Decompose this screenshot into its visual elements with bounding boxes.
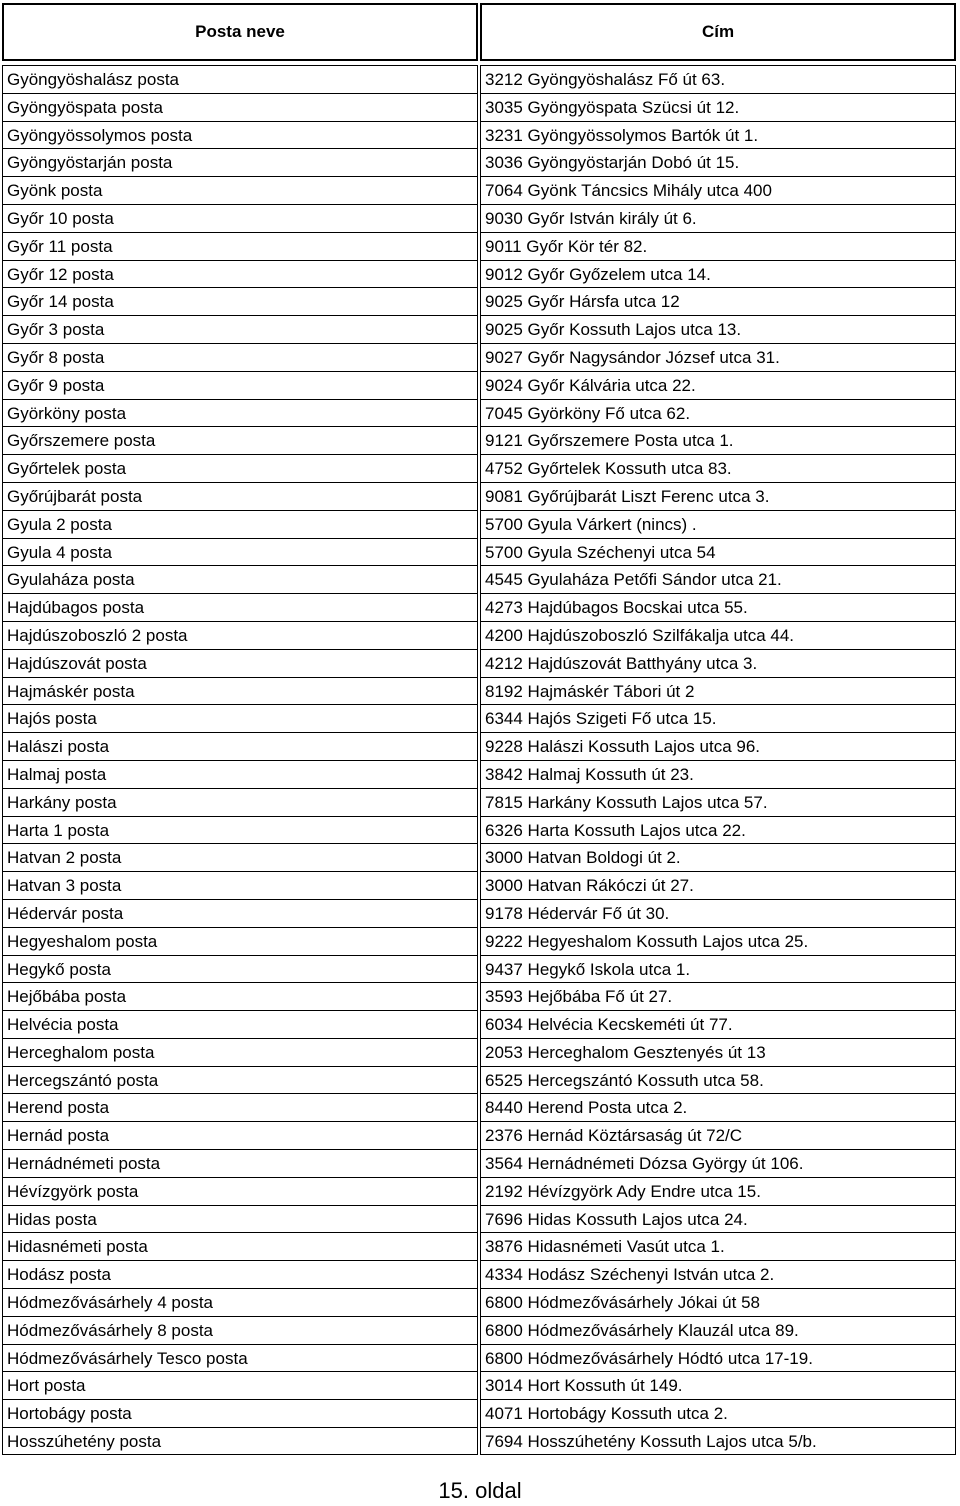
table-row: [2, 732, 956, 760]
post-name-cell: Hédervár posta: [2, 899, 478, 927]
post-name-cell: Hódmezővásárhely 4 posta: [2, 1288, 478, 1316]
table-row: [2, 593, 956, 621]
address-cell: 3876 Hidasnémeti Vasút utca 1.: [480, 1232, 956, 1260]
post-name-cell: Győr 8 posta: [2, 343, 478, 371]
post-name-cell: Győr 3 posta: [2, 315, 478, 343]
post-name-cell: Gyöngyöstarján posta: [2, 148, 478, 176]
address-cell: 6344 Hajós Szigeti Fő utca 15.: [480, 704, 956, 732]
table-row: [2, 1288, 956, 1316]
table-row: [2, 982, 956, 1010]
table-row: [2, 121, 956, 149]
table-row: [2, 1149, 956, 1177]
table-row: [2, 1205, 956, 1233]
address-cell: 8440 Herend Posta utca 2.: [480, 1093, 956, 1121]
post-name-cell: Gyöngyöshalász posta: [2, 65, 478, 93]
post-name-cell: Hatvan 2 posta: [2, 843, 478, 871]
address-cell: 5700 Gyula Széchenyi utca 54: [480, 538, 956, 566]
post-name-cell: Győr 11 posta: [2, 232, 478, 260]
address-cell: 5700 Gyula Várkert (nincs) .: [480, 510, 956, 538]
table-row: [2, 1177, 956, 1205]
post-name-cell: Hajmáskér posta: [2, 677, 478, 705]
post-name-cell: Hévízgyörk posta: [2, 1177, 478, 1205]
address-cell: 7815 Harkány Kossuth Lajos utca 57.: [480, 788, 956, 816]
post-name-cell: Hejőbába posta: [2, 982, 478, 1010]
post-office-table: [2, 3, 956, 1455]
post-name-cell: Gyönk posta: [2, 176, 478, 204]
table-row: [2, 1066, 956, 1094]
address-cell: 4545 Gyulaháza Petőfi Sándor utca 21.: [480, 565, 956, 593]
table-row: [2, 232, 956, 260]
table-row: [2, 260, 956, 288]
table-row: [2, 1232, 956, 1260]
address-cell: 4200 Hajdúszoboszló Szilfákalja utca 44.: [480, 621, 956, 649]
post-name-cell: Hidasnémeti posta: [2, 1232, 478, 1260]
address-cell: 6525 Hercegszántó Kossuth utca 58.: [480, 1066, 956, 1094]
post-name-cell: Györköny posta: [2, 399, 478, 427]
table-body: [2, 65, 956, 1455]
post-name-cell: Hajós posta: [2, 704, 478, 732]
table-row: [2, 482, 956, 510]
address-cell: 3593 Hejőbába Fő út 27.: [480, 982, 956, 1010]
table-row: [2, 287, 956, 315]
post-name-cell: Hercegszántó posta: [2, 1066, 478, 1094]
table-row: [2, 399, 956, 427]
post-name-cell: Hodász posta: [2, 1260, 478, 1288]
post-name-cell: Győr 14 posta: [2, 287, 478, 315]
table-row: [2, 1371, 956, 1399]
address-cell: 4752 Győrtelek Kossuth utca 83.: [480, 454, 956, 482]
table-row: [2, 760, 956, 788]
post-name-cell: Győrújbarát posta: [2, 482, 478, 510]
table-row: [2, 816, 956, 844]
address-cell: 4212 Hajdúszovát Batthyány utca 3.: [480, 649, 956, 677]
address-cell: 3212 Gyöngyöshalász Fő út 63.: [480, 65, 956, 93]
post-name-cell: Hajdúszovát posta: [2, 649, 478, 677]
header-address: Cím: [480, 3, 956, 61]
address-cell: 8192 Hajmáskér Tábori út 2: [480, 677, 956, 705]
table-row: [2, 315, 956, 343]
table-row: [2, 871, 956, 899]
address-cell: 7694 Hosszúhetény Kossuth Lajos utca 5/b.: [480, 1427, 956, 1455]
post-name-cell: Helvécia posta: [2, 1010, 478, 1038]
table-header: [2, 3, 956, 61]
address-cell: 9027 Győr Nagysándor József utca 31.: [480, 343, 956, 371]
table-row: [2, 677, 956, 705]
table-row: [2, 1399, 956, 1427]
table-row: [2, 1038, 956, 1066]
table-row: [2, 148, 956, 176]
post-name-cell: Gyöngyöspata posta: [2, 93, 478, 121]
address-cell: 3000 Hatvan Boldogi út 2.: [480, 843, 956, 871]
address-cell: 3231 Gyöngyössolymos Bartók út 1.: [480, 121, 956, 149]
post-name-cell: Gyöngyössolymos posta: [2, 121, 478, 149]
table-row: [2, 565, 956, 593]
header-post-name: Posta neve: [2, 3, 478, 61]
table-row: [2, 955, 956, 983]
post-name-cell: Győrtelek posta: [2, 454, 478, 482]
table-row: [2, 704, 956, 732]
post-name-cell: Hajdúbagos posta: [2, 593, 478, 621]
table-row: [2, 426, 956, 454]
address-cell: 9222 Hegyeshalom Kossuth Lajos utca 25.: [480, 927, 956, 955]
post-name-cell: Harta 1 posta: [2, 816, 478, 844]
table-row: [2, 204, 956, 232]
table-row: [2, 788, 956, 816]
table-row: [2, 649, 956, 677]
table-row: [2, 93, 956, 121]
post-name-cell: Hosszúhetény posta: [2, 1427, 478, 1455]
post-name-cell: Győr 9 posta: [2, 371, 478, 399]
address-cell: 9024 Győr Kálvária utca 22.: [480, 371, 956, 399]
post-name-cell: Harkány posta: [2, 788, 478, 816]
address-cell: 3000 Hatvan Rákóczi út 27.: [480, 871, 956, 899]
table-row: [2, 1260, 956, 1288]
address-cell: 6034 Helvécia Kecskeméti út 77.: [480, 1010, 956, 1038]
post-name-cell: Hódmezővásárhely Tesco posta: [2, 1344, 478, 1372]
post-name-cell: Hort posta: [2, 1371, 478, 1399]
table-row: [2, 176, 956, 204]
address-cell: 9025 Győr Kossuth Lajos utca 13.: [480, 315, 956, 343]
address-cell: 3564 Hernádnémeti Dózsa György út 106.: [480, 1149, 956, 1177]
address-cell: 6800 Hódmezővásárhely Jókai út 58: [480, 1288, 956, 1316]
post-name-cell: Gyulaháza posta: [2, 565, 478, 593]
post-name-cell: Halmaj posta: [2, 760, 478, 788]
table-row: [2, 454, 956, 482]
post-name-cell: Hegykő posta: [2, 955, 478, 983]
address-cell: 2053 Herceghalom Gesztenyés út 13: [480, 1038, 956, 1066]
address-cell: 3842 Halmaj Kossuth út 23.: [480, 760, 956, 788]
post-name-cell: Herend posta: [2, 1093, 478, 1121]
table-row: [2, 1344, 956, 1372]
address-cell: 3036 Gyöngyöstarján Dobó út 15.: [480, 148, 956, 176]
post-name-cell: Győr 10 posta: [2, 204, 478, 232]
table-row: [2, 343, 956, 371]
address-cell: 6800 Hódmezővásárhely Klauzál utca 89.: [480, 1316, 956, 1344]
table-row: [2, 1316, 956, 1344]
post-name-cell: Hatvan 3 posta: [2, 871, 478, 899]
address-cell: 4273 Hajdúbagos Bocskai utca 55.: [480, 593, 956, 621]
address-cell: 2192 Hévízgyörk Ady Endre utca 15.: [480, 1177, 956, 1205]
post-name-cell: Herceghalom posta: [2, 1038, 478, 1066]
post-name-cell: Hidas posta: [2, 1205, 478, 1233]
post-name-cell: Győrszemere posta: [2, 426, 478, 454]
table-row: [2, 1010, 956, 1038]
table-row: [2, 843, 956, 871]
table-row: [2, 371, 956, 399]
address-cell: 7045 Györköny Fő utca 62.: [480, 399, 956, 427]
address-cell: 9030 Győr István király út 6.: [480, 204, 956, 232]
table-row: [2, 510, 956, 538]
post-name-cell: Győr 12 posta: [2, 260, 478, 288]
post-name-cell: Halászi posta: [2, 732, 478, 760]
address-cell: 6326 Harta Kossuth Lajos utca 22.: [480, 816, 956, 844]
address-cell: 9437 Hegykő Iskola utca 1.: [480, 955, 956, 983]
address-cell: 9012 Győr Győzelem utca 14.: [480, 260, 956, 288]
page-number: 15. oldal: [438, 1478, 522, 1503]
address-cell: 9121 Győrszemere Posta utca 1.: [480, 426, 956, 454]
table-row: [2, 1121, 956, 1149]
address-cell: 3035 Gyöngyöspata Szücsi út 12.: [480, 93, 956, 121]
address-cell: 4334 Hodász Széchenyi István utca 2.: [480, 1260, 956, 1288]
table-row: [2, 65, 956, 93]
post-name-cell: Hódmezővásárhely 8 posta: [2, 1316, 478, 1344]
table-row: [2, 1427, 956, 1455]
address-cell: 9178 Hédervár Fő út 30.: [480, 899, 956, 927]
address-cell: 7064 Gyönk Táncsics Mihály utca 400: [480, 176, 956, 204]
address-cell: 9228 Halászi Kossuth Lajos utca 96.: [480, 732, 956, 760]
post-name-cell: Hajdúszoboszló 2 posta: [2, 621, 478, 649]
address-cell: 4071 Hortobágy Kossuth utca 2.: [480, 1399, 956, 1427]
post-name-cell: Hortobágy posta: [2, 1399, 478, 1427]
address-cell: 7696 Hidas Kossuth Lajos utca 24.: [480, 1205, 956, 1233]
address-cell: 6800 Hódmezővásárhely Hódtó utca 17-19.: [480, 1344, 956, 1372]
post-name-cell: Gyula 4 posta: [2, 538, 478, 566]
table-row: [2, 621, 956, 649]
address-cell: 3014 Hort Kossuth út 149.: [480, 1371, 956, 1399]
post-name-cell: Hegyeshalom posta: [2, 927, 478, 955]
address-cell: 9025 Győr Hársfa utca 12: [480, 287, 956, 315]
post-name-cell: Gyula 2 posta: [2, 510, 478, 538]
post-name-cell: Hernádnémeti posta: [2, 1149, 478, 1177]
post-name-cell: Hernád posta: [2, 1121, 478, 1149]
address-cell: 9081 Győrújbarát Liszt Ferenc utca 3.: [480, 482, 956, 510]
table-row: [2, 538, 956, 566]
address-cell: 9011 Győr Kör tér 82.: [480, 232, 956, 260]
table-row: [2, 899, 956, 927]
table-row: [2, 1093, 956, 1121]
table-row: [2, 927, 956, 955]
address-cell: 2376 Hernád Köztársaság út 72/C: [480, 1121, 956, 1149]
